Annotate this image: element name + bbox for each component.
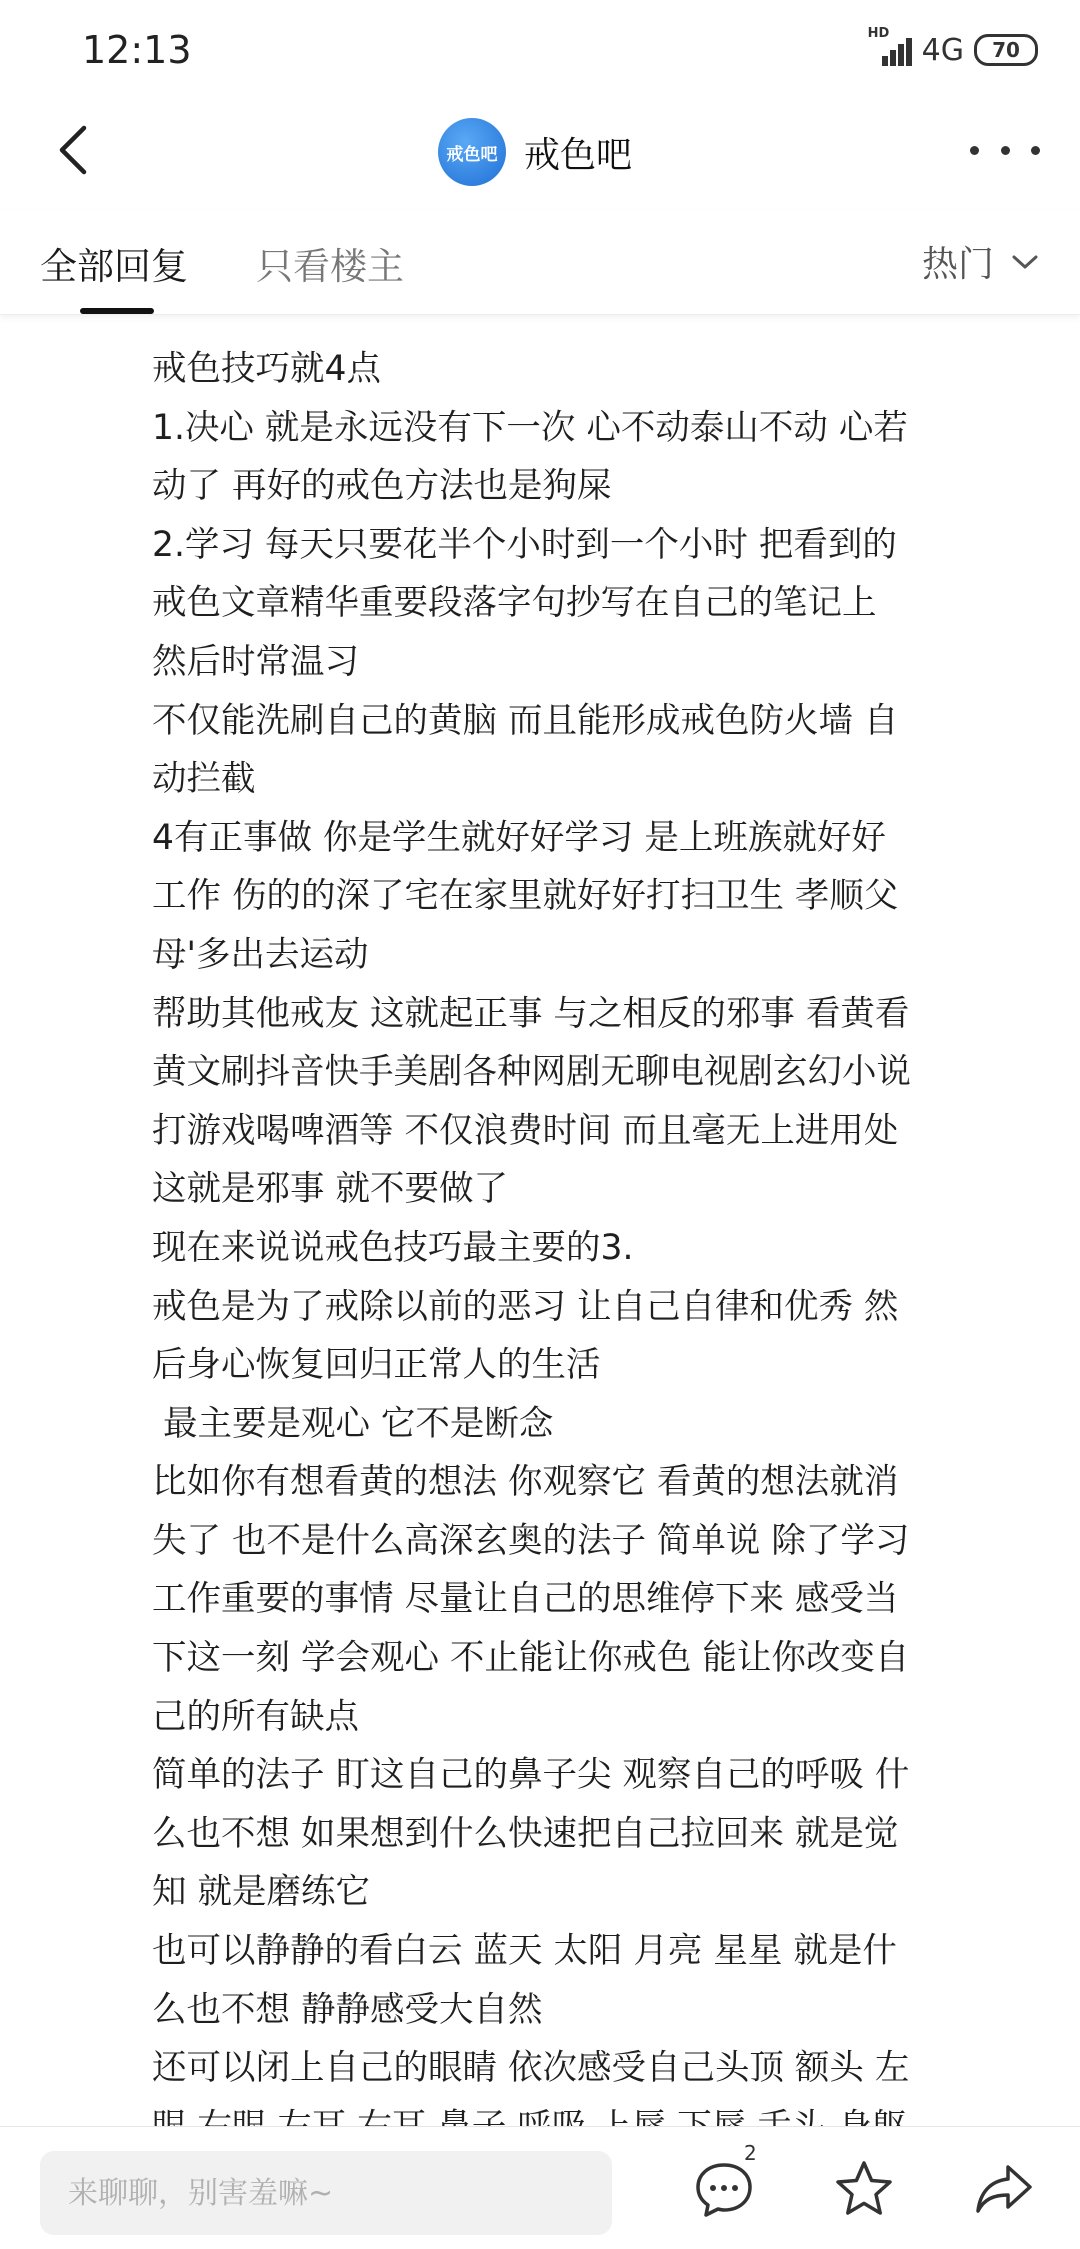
tab-indicator xyxy=(80,308,154,314)
post-line: 失了 也不是什么高深玄奥的法子 简单说 除了学习 xyxy=(152,1520,910,1561)
post-line: 不仅能洗刷自己的黄脑 而且能形成戒色防火墙 自 xyxy=(152,700,899,741)
status-time: 12:13 xyxy=(82,28,192,72)
forum-title: 戒色吧 xyxy=(524,134,633,176)
share-button[interactable] xyxy=(972,2157,1036,2221)
post-line: 还可以闭上自己的眼睛 依次感受自己头顶 额头 左 xyxy=(152,2048,910,2089)
title-bar xyxy=(0,100,1080,200)
post-content xyxy=(152,340,1032,2126)
favorite-button[interactable] xyxy=(832,2157,896,2221)
tab-all-replies[interactable]: 全部回复 xyxy=(40,245,188,288)
post-line: 简单的法子 盯这自己的鼻子尖 观察自己的呼吸 什 xyxy=(152,1755,910,1796)
post-line: 后身心恢复回归正常人的生活 xyxy=(152,1345,601,1386)
share-icon xyxy=(972,2157,1036,2221)
back-button[interactable] xyxy=(48,120,108,180)
sort-dropdown[interactable] xyxy=(922,236,1038,287)
post-line: 比如你有想看黄的想法 你观察它 看黄的想法就消 xyxy=(152,1462,899,1503)
battery-level: 70 xyxy=(992,38,1020,62)
hd-label: HD xyxy=(867,26,890,41)
post-line: 4有正事做 你是学生就好好学习 是上班族就好好 xyxy=(152,817,886,858)
post-line: 知 就是磨练它 xyxy=(152,1872,370,1913)
post-line: 然后时常温习 xyxy=(152,641,359,682)
signal-icon xyxy=(867,26,914,70)
post-line: 戒色是为了戒除以前的恶习 让自己自律和优秀 然 xyxy=(152,1286,899,1327)
sort-label: 热门 xyxy=(921,244,994,285)
post-line: 母'多出去运动 xyxy=(152,934,369,975)
status-bar xyxy=(0,0,1080,100)
post-line: 动了 再好的戒色方法也是狗屎 xyxy=(152,466,612,507)
reply-tabs xyxy=(0,210,1080,315)
post-line: 这就是邪事 就不要做了 xyxy=(152,1169,508,1210)
post-line: 工作 伤的的深了宅在家里就好好打扫卫生 孝顺父 xyxy=(152,876,899,917)
tab-owner-only[interactable]: 只看楼主 xyxy=(256,245,404,288)
post-line: 也可以静静的看白云 蓝天 太阳 月亮 星星 就是什 xyxy=(152,1931,897,1972)
post-line: 1.决心 就是永远没有下一次 心不动泰山不动 心若 xyxy=(152,407,908,448)
post-line: 黄文刷抖音快手美剧各种网剧无聊电视剧玄幻小说 xyxy=(152,1052,911,1093)
star-icon xyxy=(832,2157,896,2221)
forum-header[interactable] xyxy=(438,118,632,186)
post-line: 2.学习 每天只要花半个小时到一个小时 把看到的 xyxy=(152,524,897,565)
post-line: 己的所有缺点 xyxy=(152,1696,359,1737)
more-dots-icon xyxy=(970,146,979,155)
more-button[interactable] xyxy=(970,128,1040,172)
post-line: 戒色文章精华重要段落字句抄写在自己的笔记上 xyxy=(152,583,877,624)
status-icons xyxy=(867,26,1038,70)
network-label: 4G xyxy=(921,32,964,68)
comment-icon xyxy=(692,2157,756,2221)
battery-icon xyxy=(974,34,1038,66)
forum-logo: 戒色吧 xyxy=(438,118,506,186)
post-line: 打游戏喝啤酒等 不仅浪费时间 而且毫无上进用处 xyxy=(152,1110,899,1151)
post-line: 现在来说说戒色技巧最主要的3. xyxy=(152,1227,634,1268)
post-line: 工作重要的事情 尽量让自己的思维停下来 感受当 xyxy=(152,1579,899,1620)
post-line: 戒色技巧就4点 xyxy=(152,349,381,389)
chevron-down-icon xyxy=(1012,254,1038,270)
post-line: 动拦截 xyxy=(152,759,256,800)
post-line: 下这一刻 学会观心 不止能让你戒色 能让你改变自 xyxy=(152,1638,910,1679)
post-line: 帮助其他戒友 这就起正事 与之相反的邪事 看黄看 xyxy=(152,993,910,1034)
post-line: 么也不想 静静感受大自然 xyxy=(152,1989,543,2030)
comment-button[interactable] xyxy=(692,2157,756,2221)
comment-count-badge: 2 xyxy=(744,2141,757,2165)
back-arrow-icon xyxy=(48,120,108,180)
post-line: 么也不想 如果想到什么快速把自己拉回来 就是觉 xyxy=(152,1813,899,1854)
bottom-bar xyxy=(0,2126,1080,2249)
comment-input[interactable] xyxy=(40,2151,612,2235)
post-line: 最主要是观心 它不是断念 xyxy=(152,1403,554,1444)
